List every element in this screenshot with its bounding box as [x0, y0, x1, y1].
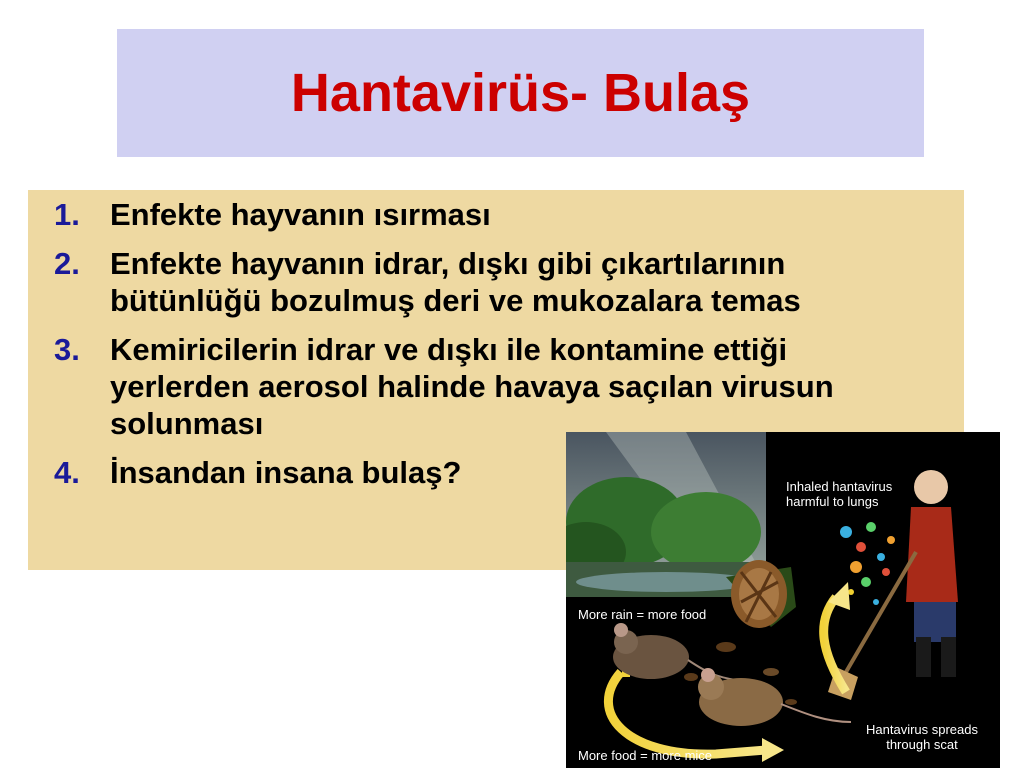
item-number: 1. [54, 197, 80, 232]
item-number: 4. [54, 455, 80, 490]
caption-spreads [866, 722, 978, 752]
caption-inhaled-line2: harmful to lungs [786, 494, 879, 509]
forest-scene [566, 432, 766, 597]
caption-spreads-line1: Hantavirus spreads [866, 722, 978, 737]
slide-title: Hantavirüs- Bulaş [290, 63, 751, 123]
item-number: 3. [54, 332, 80, 367]
item-text: İnsandan insana bulaş? [110, 455, 462, 490]
item-text: Enfekte hayvanın ısırması [110, 197, 491, 232]
item-text: Kemiricilerin idrar ve dışkı ile kontamine ettiği yerlerden aerosol halinde havaya saçılan virusun solunması [110, 332, 834, 441]
mouse-icon [613, 623, 736, 680]
illustration-graphic [566, 432, 1000, 768]
title-banner [117, 29, 924, 157]
item-number: 2. [54, 246, 80, 281]
caption-food: More food = more mice [578, 748, 713, 763]
list-item [28, 331, 900, 442]
hantavirus-cycle-illustration [566, 432, 1000, 768]
caption-inhaled [786, 479, 892, 509]
list-item [28, 196, 900, 233]
item-text: Enfekte hayvanın idrar, dışkı gibi çıkartılarının bütünlüğü bozulmuş deri ve mukozalara temas [110, 246, 801, 318]
list-item [28, 245, 900, 319]
caption-inhaled-line1: Inhaled hantavirus [786, 479, 893, 494]
caption-spreads-line2: through scat [886, 737, 958, 752]
caption-rain: More rain = more food [578, 607, 707, 622]
